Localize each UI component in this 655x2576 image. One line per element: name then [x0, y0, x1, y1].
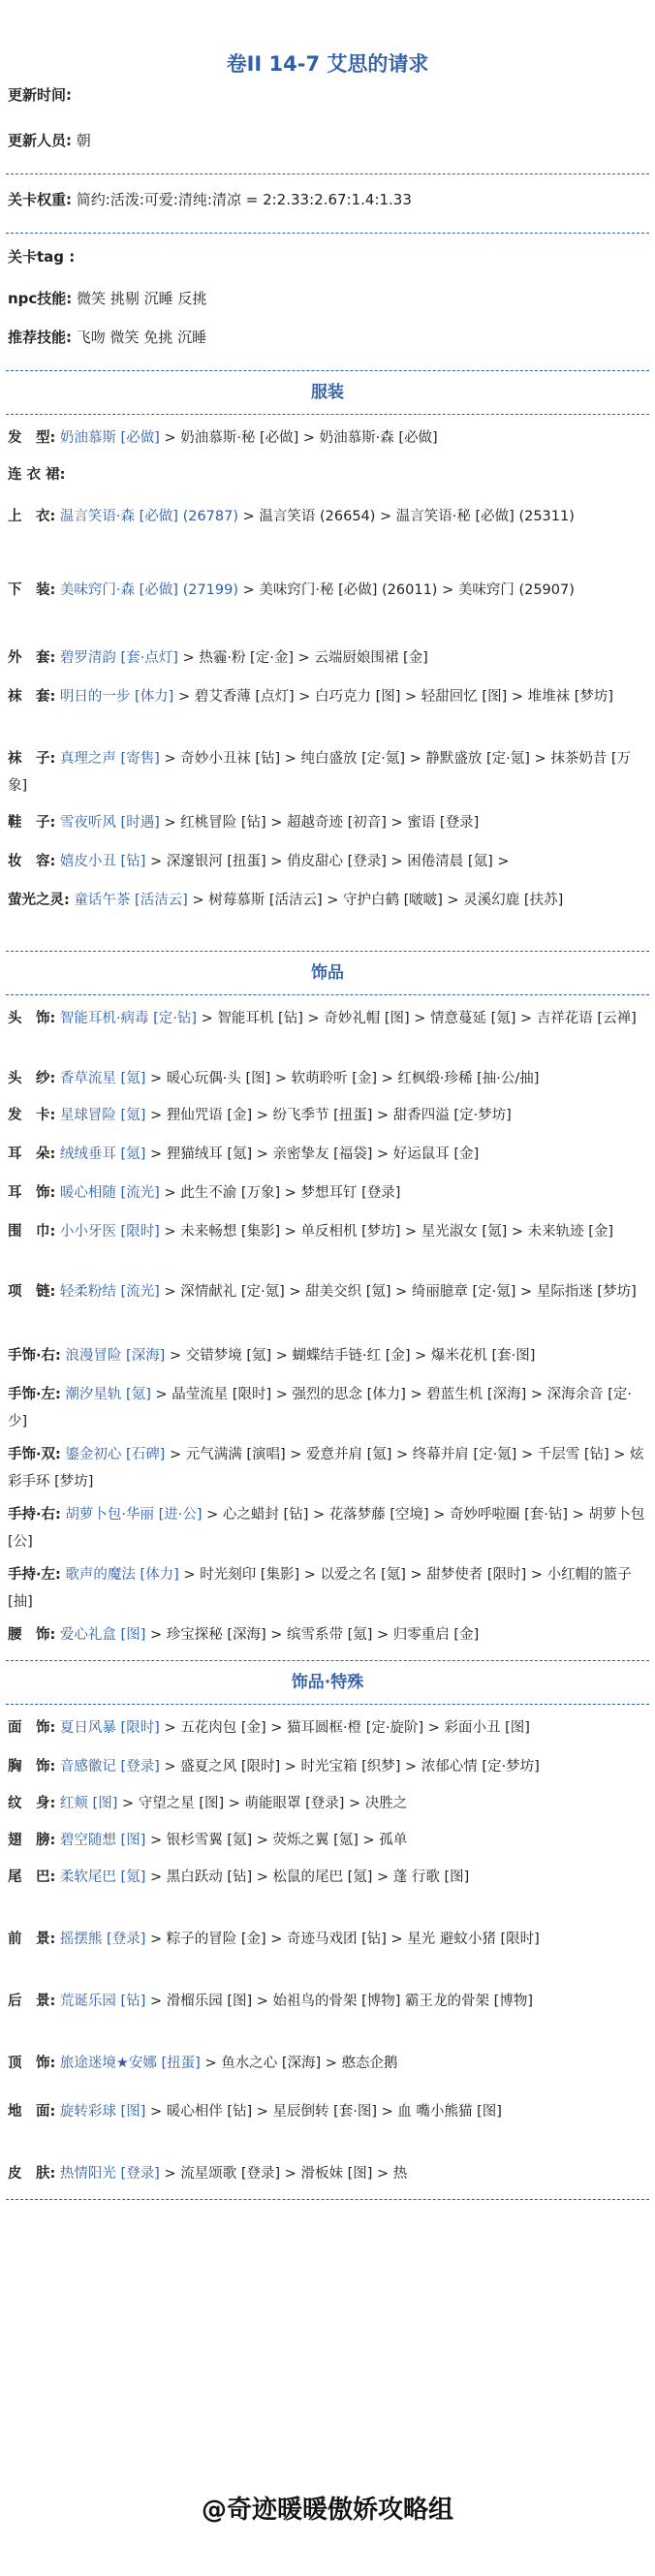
item-slot-label: 顶 饰: — [8, 2056, 56, 2071]
meta-row — [8, 85, 647, 131]
item-slot-label: 连 衣 裙: — [8, 467, 66, 483]
section-heading: 饰品 — [311, 963, 344, 983]
section-heading: 服装 — [311, 383, 344, 402]
alternative-items: > 粽子的冒险 [金] > 奇迹马戏团 [钻] > 星光 避蚊小猪 [限时] — [145, 1932, 540, 1947]
item-row — [0, 1561, 655, 1621]
section-divider — [6, 173, 649, 174]
alternative-items: > 黑白跃动 [钻] > 松鼠的尾巴 [氪] > 蓬 行歌 [图] — [145, 1869, 470, 1885]
alternative-items: > 智能耳机 [钻] > 奇妙礼帽 [图] > 情意蔓延 [氪] > 吉祥花语 [云禅] — [197, 1011, 637, 1026]
meta-label: 更新人员: — [8, 132, 72, 149]
alternative-items: > 暖心玩偶·头 [图] > 软萌聆听 [金] > 红枫缎·珍稀 [抽·公/抽] — [145, 1071, 540, 1086]
alternative-items: > 红桃冒险 [钻] > 超越奇迹 [初音] > 蜜语 [登录] — [159, 815, 480, 831]
meta-label: npc技能: — [8, 290, 73, 307]
item-row — [0, 1381, 655, 1441]
recommended-item-link[interactable]: 红颊 [图] — [59, 1796, 118, 1811]
meta-value: 朝 — [72, 132, 91, 149]
recommended-item-link[interactable]: 童话午茶 [活洁云] — [74, 893, 188, 908]
item-slot-label: 腰 饰: — [8, 1627, 56, 1643]
alternative-items: > 晶莹流星 [限时] > 强烈的思念 [体力] > 碧蓝生机 [深海] > 深海余音 [定·少] — [8, 1387, 632, 1429]
recommended-item-link[interactable]: 旅途迷境★安娜 [扭蛋] — [59, 2056, 201, 2071]
item-row — [0, 1714, 655, 1753]
item-row — [0, 809, 655, 848]
section-divider — [6, 2199, 649, 2200]
recommended-item-link[interactable]: 歌声的魔法 [体力] — [65, 1567, 179, 1583]
recommended-item-link[interactable]: 碧空随想 [图] — [59, 1833, 146, 1848]
recommended-item-link[interactable]: 香草流星 [氪] — [59, 1071, 146, 1086]
recommended-item-link[interactable]: 旋转彩球 [图] — [59, 2104, 146, 2120]
recommended-item-link[interactable]: 真理之声 [寄售] — [59, 751, 160, 767]
alternative-items: > 五花肉包 [金] > 猫耳圆框·橙 [定·旋阶] > 彩面小丑 [图] — [159, 1720, 530, 1736]
item-slot-label: 项 链: — [8, 1284, 56, 1300]
recommended-item-link[interactable]: 潮汐星轨 [氪] — [65, 1387, 151, 1402]
item-slot-label: 手持·左: — [8, 1567, 61, 1583]
item-slot-label: 面 饰: — [8, 1720, 56, 1736]
item-slot-label: 翅 膀: — [8, 1833, 56, 1848]
alternative-items: > 银杉雪翼 [氪] > 荧烁之翼 [氪] > 孤单 — [145, 1833, 408, 1848]
alternative-items: > 此生不渝 [万象] > 梦想耳钉 [登录] — [159, 1185, 401, 1201]
recommended-item-link[interactable]: 热情阳光 [登录] — [59, 2166, 160, 2182]
item-row — [0, 1501, 655, 1561]
meta-row — [8, 131, 647, 173]
item-row — [0, 1218, 655, 1278]
section-divider — [6, 1704, 649, 1705]
item-slot-label: 尾 巴: — [8, 1869, 56, 1885]
alternative-items: > 热霾·粉 [定·金] > 云端厨娘围裙 [金] — [177, 650, 428, 666]
alternative-items: > 碧艾香薄 [点灯] > 白巧克力 [图] > 轻甜回忆 [图] > 堆堆袜 [梦坊] — [173, 689, 614, 705]
item-slot-label: 后 景: — [8, 1994, 56, 2009]
meta-label: 推荐技能: — [8, 329, 72, 346]
meta-row — [8, 190, 647, 233]
item-slot-label: 鞋 子: — [8, 815, 56, 831]
alternative-items: > 深邃银河 [扭蛋] > 俏皮甜心 [登录] > 困倦清晨 [氪] > — [145, 854, 510, 869]
item-row — [0, 1864, 655, 1926]
item-row — [0, 1179, 655, 1218]
meta-value: 简约:活泼:可爱:清纯:清凉 = 2:2.33:2.67:1.4:1.33 — [72, 191, 412, 208]
recommended-item-link[interactable]: 轻柔粉结 [流光] — [59, 1284, 160, 1300]
item-row — [0, 1102, 655, 1141]
recommended-item-link[interactable]: 浪漫冒险 [深海] — [65, 1348, 166, 1364]
watermark-text: @奇迹暖暖傲娇攻略组 — [201, 2496, 453, 2525]
item-slot-label: 手饰·双: — [8, 1447, 61, 1462]
meta-row — [8, 247, 647, 289]
recommended-item-link[interactable]: 鎏金初心 [石碑] — [65, 1447, 166, 1462]
recommended-item-link[interactable]: 音感徽记 [登录] — [59, 1759, 160, 1775]
item-row — [0, 2098, 655, 2160]
item-slot-label: 发 型: — [8, 430, 56, 446]
item-slot-label: 手持·右: — [8, 1507, 61, 1523]
item-row — [0, 1988, 655, 2050]
item-row — [0, 683, 655, 745]
item-row — [0, 1065, 655, 1102]
item-row — [0, 1790, 655, 1827]
item-row — [0, 503, 655, 577]
alternative-items: > 心之蜡封 [钻] > 花落梦藤 [空境] > 奇妙呼啦圈 [套·钻] > 胡萝卜包 [公] — [8, 1507, 645, 1550]
alternative-items: > 元气满满 [演唱] > 爱意并肩 [氪] > 终幕并肩 [定·氪] > 千层雪 [钻] > 炫彩手环 [梦坊] — [8, 1447, 644, 1490]
meta-label: 关卡tag : — [8, 248, 76, 266]
alternative-items: > 温言笑语 (26654) > 温言笑语·秘 [必做] (25311) — [238, 509, 575, 524]
item-row — [0, 1753, 655, 1790]
item-row — [0, 1827, 655, 1864]
item-slot-label: 袜 套: — [8, 689, 56, 705]
alternative-items: > 交错梦境 [氪] > 蝴蝶结手链·红 [金] > 爆米花机 [套·图] — [165, 1348, 536, 1364]
item-row — [0, 887, 655, 951]
meta-label: 关卡权重: — [8, 191, 72, 208]
item-row — [0, 2050, 655, 2098]
item-row — [0, 424, 655, 461]
alternative-items: > 奶油慕斯·秘 [必做] > 奶油慕斯·森 [必做] — [159, 430, 438, 446]
item-slot-label: 下 装: — [8, 582, 56, 598]
section-divider — [6, 994, 649, 995]
item-row — [0, 2160, 655, 2199]
item-row — [0, 577, 655, 644]
item-slot-label: 纹 身: — [8, 1796, 56, 1811]
item-slot-label: 耳 朵: — [8, 1147, 56, 1162]
recommended-item-link[interactable]: 雪夜听风 [时遇] — [59, 815, 160, 831]
section-heading: 饰品·特殊 — [291, 1673, 364, 1692]
item-slot-label: 胸 饰: — [8, 1759, 56, 1775]
item-slot-label: 手饰·右: — [8, 1348, 61, 1364]
alternative-items: > 狸仙咒语 [金] > 纷飞季节 [扭蛋] > 甜香四溢 [定·梦坊] — [145, 1108, 512, 1123]
alternative-items: > 时光刻印 [集影] > 以爱之名 [氪] > 甜梦使者 [限时] > 小红帽的篮子 [抽] — [8, 1567, 632, 1610]
item-slot-label: 外 套: — [8, 650, 56, 666]
item-slot-label: 袜 子: — [8, 751, 56, 767]
item-row — [0, 1141, 655, 1179]
alternative-items: > 深情献礼 [定·氪] > 甜美交织 [氪] > 绮丽臆章 [定·氪] > 星际指迷 [梦坊] — [159, 1284, 637, 1300]
section-divider — [6, 233, 649, 234]
item-row — [0, 644, 655, 683]
meta-row — [8, 289, 647, 328]
recommended-item-link[interactable]: 星球冒险 [氪] — [59, 1108, 146, 1123]
recommended-item-link[interactable]: 嬉皮小丑 [钻] — [59, 854, 146, 869]
item-row — [0, 1621, 655, 1660]
recommended-item-link[interactable]: 胡萝卜包·华丽 [进·公] — [65, 1507, 203, 1523]
item-slot-label: 手饰·左: — [8, 1387, 61, 1402]
recommended-item-link[interactable]: 小小牙医 [限时] — [59, 1224, 160, 1240]
item-row — [0, 848, 655, 887]
item-row — [0, 1342, 655, 1381]
recommended-item-link[interactable]: 摇摆熊 [登录] — [59, 1932, 146, 1947]
alternative-items: > 鱼水之心 [深海] > 憨态企鹅 — [200, 2056, 398, 2071]
item-slot-label: 耳 饰: — [8, 1185, 56, 1201]
recommended-item-link[interactable]: 暖心相随 [流光] — [59, 1185, 160, 1201]
item-slot-label: 上 衣: — [8, 509, 56, 524]
section-divider — [6, 414, 649, 415]
meta-value: 飞吻 微笑 免挑 沉睡 — [72, 329, 207, 346]
item-row — [0, 745, 655, 809]
meta-label: 更新时间: — [8, 86, 72, 104]
item-slot-label: 头 饰: — [8, 1011, 56, 1026]
alternative-items: > 珍宝探秘 [深海] > 缤雪系带 [氪] > 归零重启 [金] — [145, 1627, 480, 1643]
recommended-item-link[interactable]: 智能耳机·病毒 [定·钻] — [59, 1011, 198, 1026]
meta-block — [0, 85, 655, 370]
recommended-item-link[interactable]: 夏日风暴 [限时] — [59, 1720, 160, 1736]
item-slot-label: 围 巾: — [8, 1224, 56, 1240]
alternative-items: > 暖心相伴 [钻] > 星辰倒转 [套·图] > 血 嘴小熊猫 [图] — [145, 2104, 502, 2120]
alternative-items: > 未来畅想 [集影] > 单反相机 [梦坊] > 星光淑女 [氪] > 未来轨迹 [金] — [159, 1224, 614, 1240]
recommended-item-link[interactable]: 荒诞乐园 [钻] — [59, 1994, 146, 2009]
recommended-item-link[interactable]: 柔软尾巴 [氪] — [59, 1869, 146, 1885]
recommended-item-link[interactable]: 奶油慕斯 [必做] — [59, 430, 160, 446]
alternative-items: > 树莓慕斯 [活洁云] > 守护白鹤 [啵啵] > 灵溪幻鹿 [扶苏] — [187, 893, 564, 908]
item-slot-label: 地 面: — [8, 2104, 56, 2120]
item-row — [0, 1926, 655, 1988]
item-row — [0, 1441, 655, 1501]
recommended-item-link[interactable]: 爱心礼盒 [图] — [59, 1627, 146, 1643]
item-row — [0, 1005, 655, 1065]
alternative-items: > 守望之星 [图] > 萌能眼罩 [登录] > 决胜之 — [117, 1796, 408, 1811]
item-row — [0, 461, 655, 503]
recommended-item-link[interactable]: 绒绒垂耳 [氪] — [59, 1147, 146, 1162]
recommended-item-link[interactable]: 碧罗清韵 [套·点灯] — [59, 650, 178, 666]
page-title: 卷II 14-7 艾思的请求 — [226, 52, 429, 76]
alternative-items: > 盛夏之风 [限时] > 时光宝箱 [织梦] > 浓郁心情 [定·梦坊] — [159, 1759, 540, 1775]
recommended-item-link[interactable]: 明日的一步 [体力] — [59, 689, 174, 705]
alternative-items: > 滑榴乐园 [图] > 始祖鸟的骨架 [博物] 霸王龙的骨架 [博物] — [145, 1994, 533, 2009]
meta-row — [8, 328, 647, 370]
item-slot-label: 发 卡: — [8, 1108, 56, 1123]
meta-value: 微笑 挑剔 沉睡 反挑 — [72, 290, 207, 307]
item-slot-label: 前 景: — [8, 1932, 56, 1947]
alternative-items: > 美味窍门·秘 [必做] (26011) > 美味窍门 (25907) — [238, 582, 575, 598]
sections-container — [0, 370, 655, 2200]
item-row — [0, 1278, 655, 1342]
alternative-items: > 狸猫绒耳 [氪] > 亲密挚友 [福袋] > 好运鼠耳 [金] — [145, 1147, 480, 1162]
item-slot-label: 皮 肤: — [8, 2166, 56, 2182]
recommended-item-link[interactable]: 温言笑语·森 [必做] (26787) — [59, 509, 239, 524]
item-slot-label: 头 纱: — [8, 1071, 56, 1086]
item-slot-label: 妆 容: — [8, 854, 56, 869]
alternative-items: > 流星颂歌 [登录] > 滑板妹 [图] > 热 — [159, 2166, 408, 2182]
recommended-item-link[interactable]: 美味窍门·森 [必做] (27199) — [59, 582, 239, 598]
alternative-items: > 奇妙小丑袜 [钻] > 纯白盛放 [定·氪] > 静默盛放 [定·氪] > 抹茶奶昔 [万象] — [8, 751, 632, 794]
item-slot-label: 萤光之灵: — [8, 893, 70, 908]
